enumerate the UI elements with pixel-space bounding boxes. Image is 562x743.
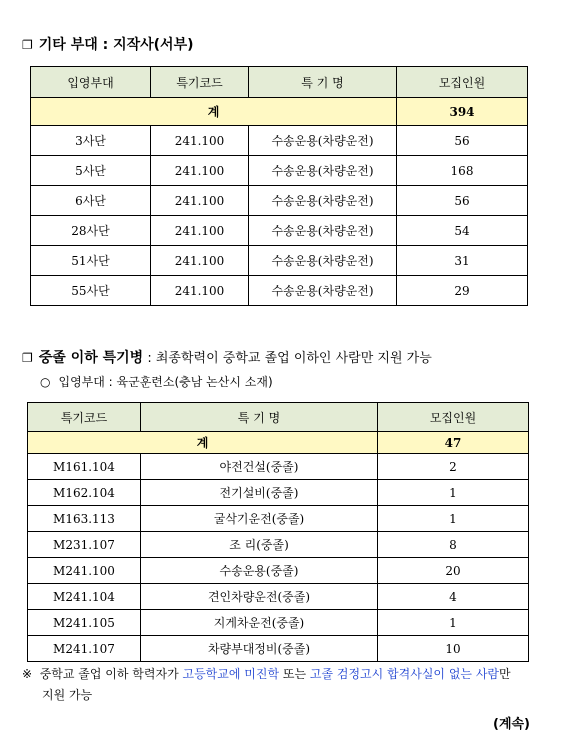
code-cell: M241.100 — [28, 558, 141, 584]
footnote-highlight-2: 고졸 검정고시 합격사실이 없는 사람 — [309, 667, 500, 681]
footnote-line-1 — [22, 664, 542, 685]
table-row — [31, 276, 528, 306]
section2-separator: : — [143, 351, 156, 366]
name-cell: 수송운용(차량운전) — [249, 276, 397, 306]
table-row — [31, 126, 528, 156]
section1-title-text: 기타 부대 : 지작사(서부) — [38, 37, 194, 53]
section2-description: 최종학력이 중학교 졸업 이하인 사람만 지원 가능 — [155, 351, 432, 366]
name-cell: 수송운용(차량운전) — [249, 186, 397, 216]
count-cell: 56 — [397, 186, 528, 216]
table-row — [31, 246, 528, 276]
unit-cell: 28사단 — [31, 216, 151, 246]
code-cell: 241.100 — [151, 276, 249, 306]
code-cell: 241.100 — [151, 246, 249, 276]
header-count: 모집인원 — [378, 403, 529, 432]
footnote-text-3: 만 — [499, 667, 511, 681]
header-code: 특기코드 — [28, 403, 141, 432]
name-cell: 차량부대정비(중졸) — [141, 636, 378, 662]
code-cell: M241.104 — [28, 584, 141, 610]
name-cell: 견인차량운전(중졸) — [141, 584, 378, 610]
count-cell: 1 — [378, 506, 529, 532]
code-cell: M241.105 — [28, 610, 141, 636]
table-row — [28, 584, 529, 610]
count-cell: 29 — [397, 276, 528, 306]
header-code: 특기코드 — [151, 67, 249, 98]
section1-table — [30, 66, 528, 306]
count-cell: 168 — [397, 156, 528, 186]
table-row — [28, 610, 529, 636]
code-cell: M162.104 — [28, 480, 141, 506]
footnote — [22, 664, 542, 706]
table-row — [28, 636, 529, 662]
count-cell: 31 — [397, 246, 528, 276]
unit-cell: 55사단 — [31, 276, 151, 306]
total-value: 394 — [397, 98, 528, 126]
unit-cell: 5사단 — [31, 156, 151, 186]
header-name: 특 기 명 — [249, 67, 397, 98]
name-cell: 전기설비(중졸) — [141, 480, 378, 506]
code-cell: M231.107 — [28, 532, 141, 558]
table-row — [28, 532, 529, 558]
header-unit: 입영부대 — [31, 67, 151, 98]
header-count: 모집인원 — [397, 67, 528, 98]
unit-cell: 51사단 — [31, 246, 151, 276]
count-cell: 2 — [378, 454, 529, 480]
total-value: 47 — [378, 432, 529, 454]
section1-title — [22, 34, 194, 54]
footnote-line-2: 지원 가능 — [42, 688, 93, 702]
name-cell: 조 리(중졸) — [141, 532, 378, 558]
footnote-text-1: 중학교 졸업 이하 학력자가 — [39, 667, 183, 681]
name-cell: 수송운용(차량운전) — [249, 246, 397, 276]
circle-bullet-icon: ○ — [40, 375, 51, 389]
header-name: 특 기 명 — [141, 403, 378, 432]
code-cell: M241.107 — [28, 636, 141, 662]
table-row — [28, 480, 529, 506]
square-bullet-icon: ❐ — [22, 351, 33, 365]
count-cell: 8 — [378, 532, 529, 558]
name-cell: 야전건설(중졸) — [141, 454, 378, 480]
code-cell: 241.100 — [151, 216, 249, 246]
code-cell: 241.100 — [151, 156, 249, 186]
count-cell: 1 — [378, 480, 529, 506]
count-cell: 1 — [378, 610, 529, 636]
section2-title-text: 중졸 이하 특기병 — [38, 350, 144, 366]
footnote-text-2: 또는 — [279, 667, 310, 681]
code-cell: 241.100 — [151, 126, 249, 156]
count-cell: 54 — [397, 216, 528, 246]
total-label: 계 — [28, 432, 378, 454]
table-row — [31, 156, 528, 186]
code-cell: M163.113 — [28, 506, 141, 532]
table-row — [28, 454, 529, 480]
name-cell: 수송운용(차량운전) — [249, 126, 397, 156]
name-cell: 수송운용(차량운전) — [249, 156, 397, 186]
count-cell: 56 — [397, 126, 528, 156]
count-cell: 20 — [378, 558, 529, 584]
table-header-row — [28, 403, 529, 432]
name-cell: 굴삭기운전(중졸) — [141, 506, 378, 532]
table-row — [31, 186, 528, 216]
total-row — [31, 98, 528, 126]
total-row — [28, 432, 529, 454]
section2-table — [27, 402, 529, 662]
code-cell: 241.100 — [151, 186, 249, 216]
note-text: 입영부대 : 육군훈련소(충남 논산시 소재) — [58, 375, 273, 389]
footnote-highlight-1: 고등학교에 미진학 — [182, 667, 280, 681]
name-cell: 수송운용(중졸) — [141, 558, 378, 584]
count-cell: 4 — [378, 584, 529, 610]
name-cell: 수송운용(차량운전) — [249, 216, 397, 246]
count-cell: 10 — [378, 636, 529, 662]
reference-mark-icon: ※ — [22, 667, 33, 681]
code-cell: M161.104 — [28, 454, 141, 480]
unit-cell: 6사단 — [31, 186, 151, 216]
table-header-row — [31, 67, 528, 98]
unit-cell: 3사단 — [31, 126, 151, 156]
table-row — [28, 558, 529, 584]
enlistment-unit-note — [40, 373, 273, 390]
section2-title — [22, 347, 432, 367]
table-row — [31, 216, 528, 246]
name-cell: 지게차운전(중졸) — [141, 610, 378, 636]
continued-label: (계속) — [493, 717, 530, 732]
total-label: 계 — [31, 98, 397, 126]
square-bullet-icon: ❐ — [22, 38, 33, 52]
table-row — [28, 506, 529, 532]
